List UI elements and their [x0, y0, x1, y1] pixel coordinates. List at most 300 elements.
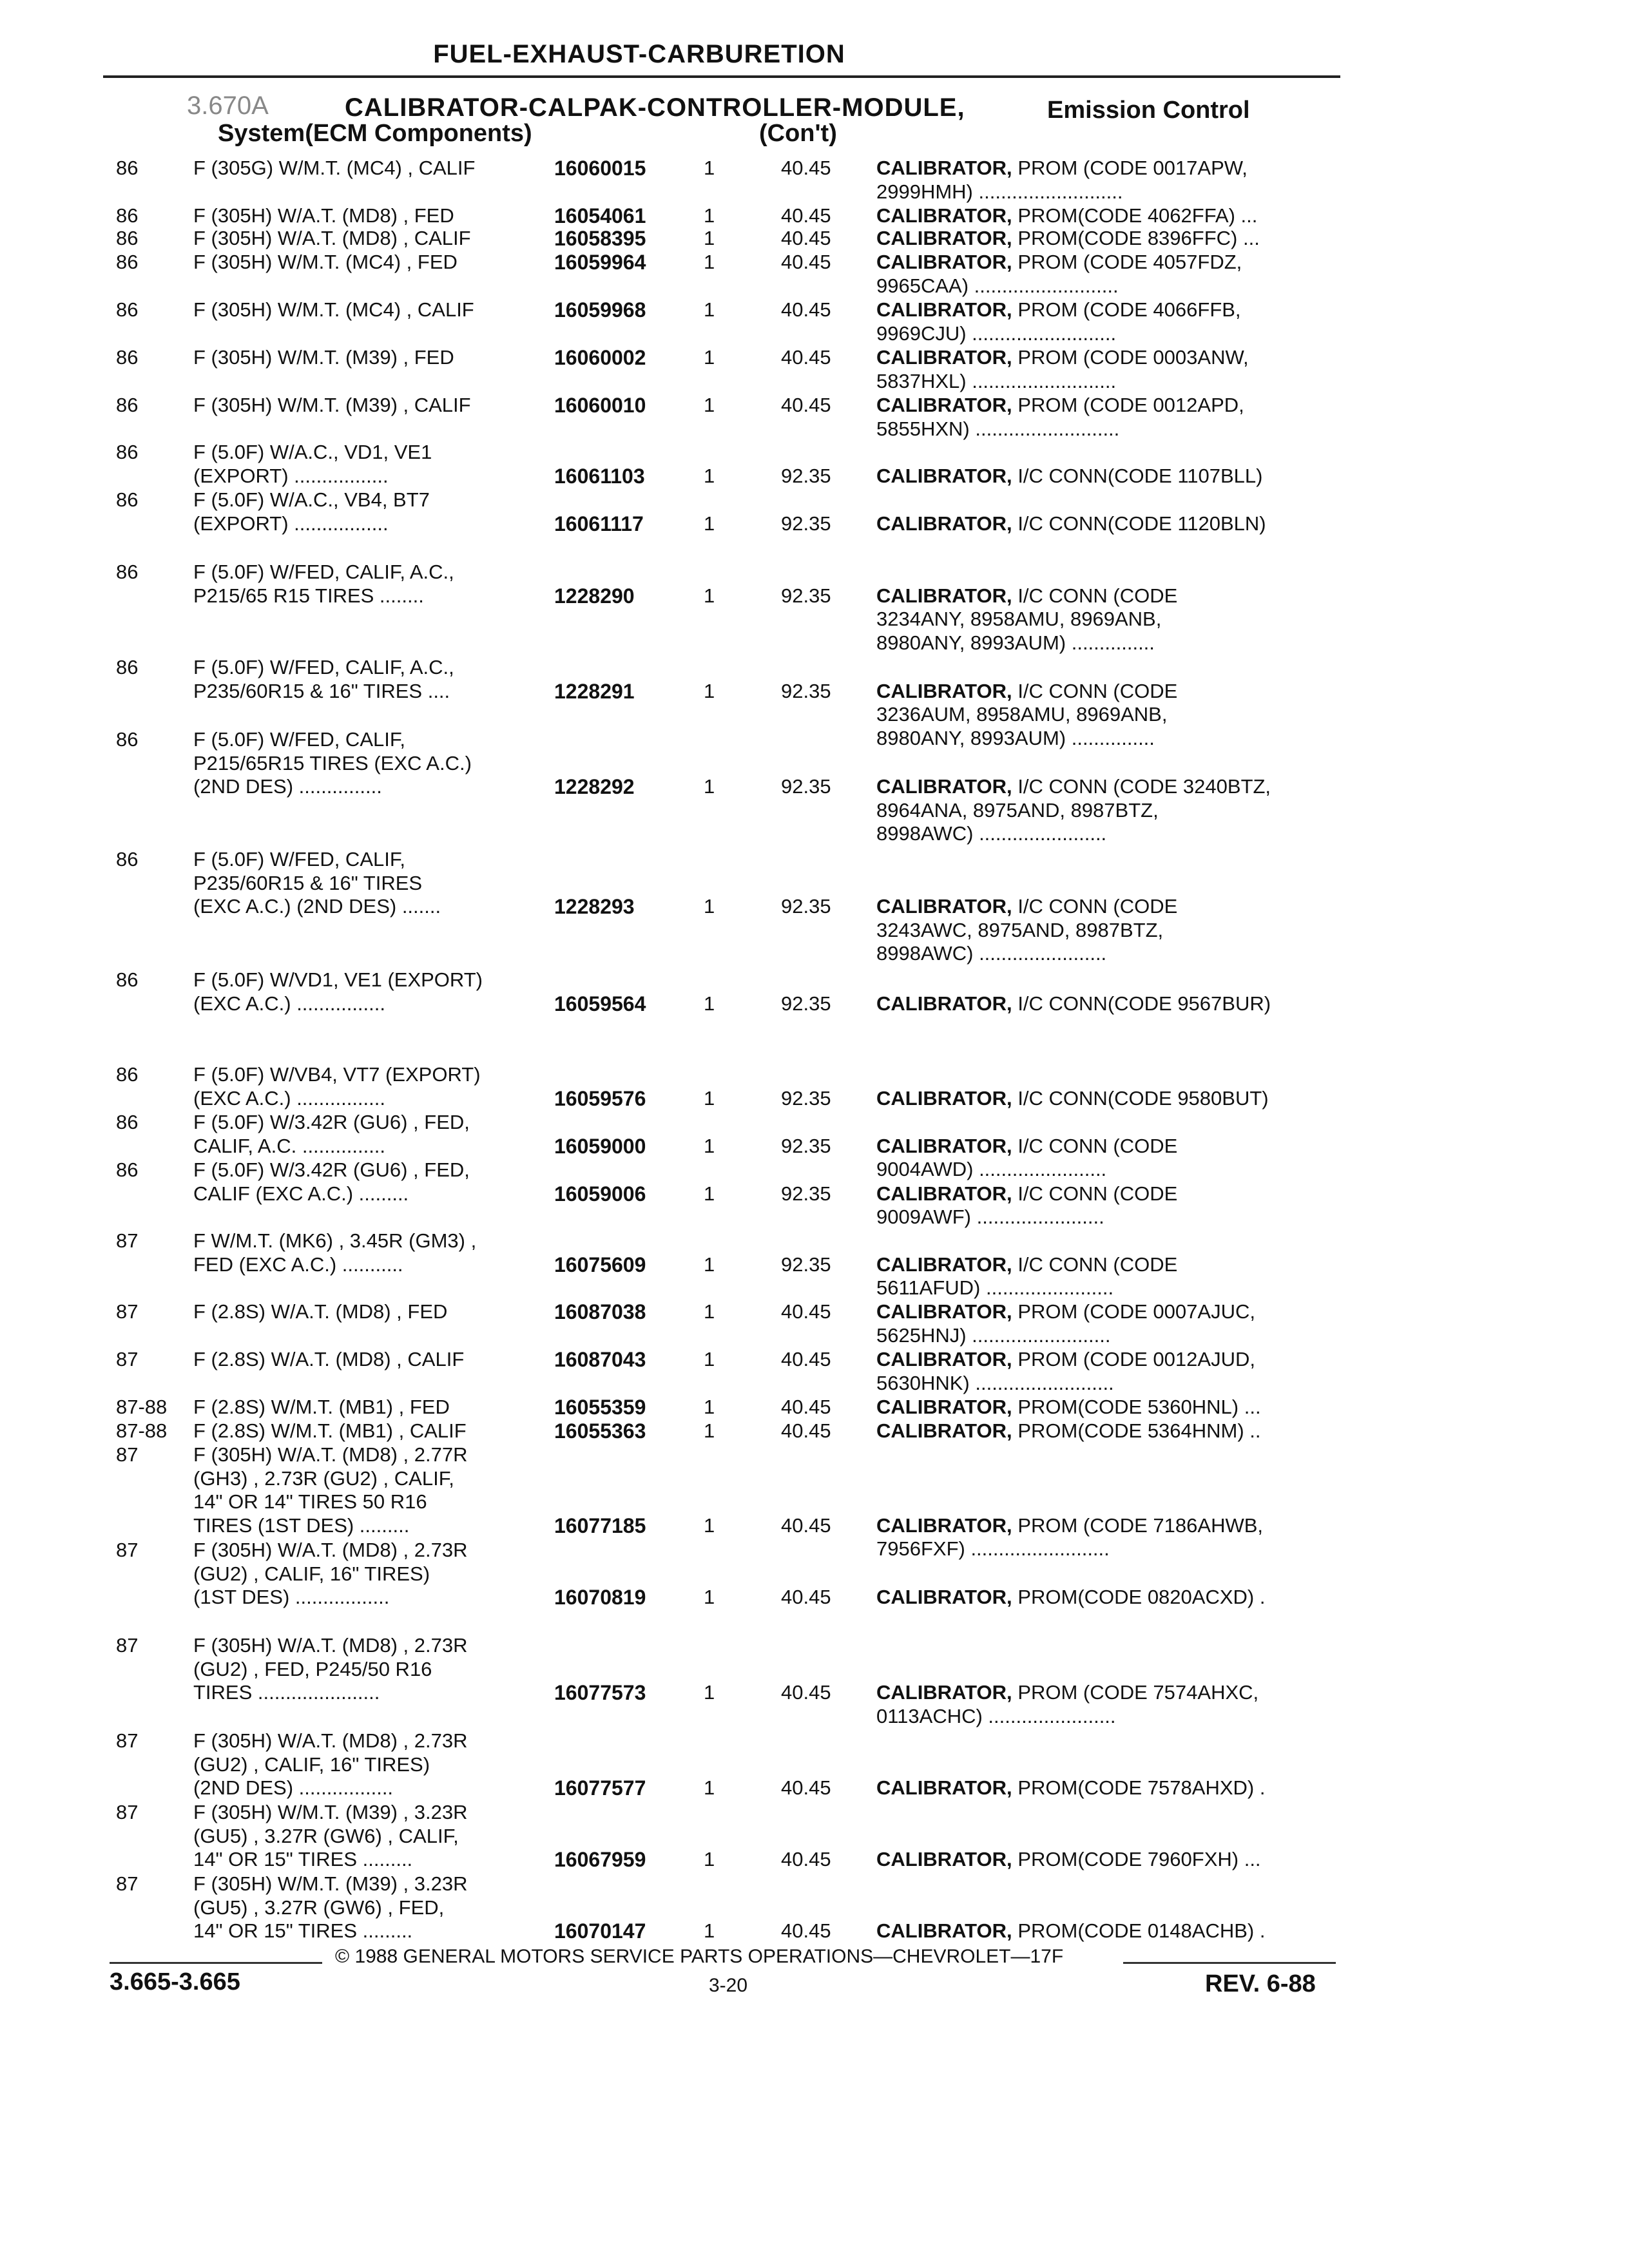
row-part-name: CALIBRATOR,	[876, 775, 1012, 798]
row-quantity: 1	[704, 1586, 715, 1609]
row-catalog-line: 9009AWF) .......................	[876, 1206, 1104, 1229]
row-description	[193, 1063, 554, 1110]
row-description-line: (EXC A.C.) ................	[193, 1086, 385, 1110]
page-title: FUEL-EXHAUST-CARBURETION	[433, 40, 845, 68]
row-part-number: 16060002	[554, 346, 646, 369]
row-quantity: 1	[704, 1182, 715, 1205]
row-price: 40.45	[781, 1681, 831, 1704]
row-catalog-description	[876, 1776, 1392, 1800]
row-part-name: CALIBRATOR,	[876, 157, 1012, 179]
row-year: 86	[116, 1111, 139, 1133]
row-quantity: 1	[704, 298, 715, 321]
row-description-line: P235/60R15 & 16" TIRES ....	[193, 679, 450, 702]
row-part-number: 16058395	[554, 227, 646, 250]
row-price: 92.35	[781, 992, 831, 1015]
row-catalog-text: PROM (CODE 7574AHXC,	[1017, 1681, 1259, 1704]
row-catalog-description	[876, 1348, 1392, 1395]
row-description-line: F (5.0F) W/3.42R (GU6) , FED,	[193, 1111, 470, 1133]
row-catalog-description	[876, 346, 1392, 393]
row-description-line: F (5.0F) W/FED, CALIF, A.C.,	[193, 561, 454, 583]
row-catalog-line	[876, 1087, 1392, 1111]
row-price: 40.45	[781, 251, 831, 273]
row-description-line: F (305H) W/M.T. (M39) , 3.23R	[193, 1872, 468, 1895]
row-part-number: 16087043	[554, 1348, 646, 1371]
row-part-name: CALIBRATOR,	[876, 512, 1012, 535]
row-description-line: (EXC A.C.) ................	[193, 992, 385, 1015]
row-catalog-line: 8980ANY, 8993AUM) ...............	[876, 726, 1155, 749]
row-description-line: (2ND DES) ...............	[193, 775, 382, 798]
row-year: 86	[116, 848, 139, 870]
row-description	[193, 1634, 554, 1705]
row-description	[193, 656, 554, 703]
row-catalog-description	[876, 1253, 1392, 1300]
row-year: 86	[116, 968, 139, 991]
row-price: 40.45	[781, 346, 831, 369]
row-year: 86	[116, 488, 139, 511]
row-catalog-text: I/C CONN (CODE	[1017, 1253, 1178, 1276]
row-catalog-line	[876, 298, 1392, 322]
row-price: 40.45	[781, 1586, 831, 1609]
row-price: 40.45	[781, 1848, 831, 1871]
row-year: 87-88	[116, 1396, 168, 1418]
row-catalog-line	[876, 1253, 1392, 1277]
row-part-name: CALIBRATOR,	[876, 1681, 1012, 1704]
row-description	[193, 728, 554, 799]
row-price: 92.35	[781, 512, 831, 535]
row-description	[193, 1419, 554, 1443]
row-description-line: (GU5) , 3.27R (GW6) , CALIF,	[193, 1824, 459, 1847]
row-quantity: 1	[704, 1134, 715, 1157]
row-description-line: F (5.0F) W/VD1, VE1 (EXPORT)	[193, 968, 483, 991]
row-catalog-description	[876, 584, 1392, 655]
row-description-line: (GH3) , 2.73R (GU2) , CALIF,	[193, 1466, 454, 1490]
row-catalog-line	[876, 394, 1392, 418]
row-quantity: 1	[704, 1919, 715, 1943]
row-description-line: F (305H) W/A.T. (MD8) , 2.73R	[193, 1634, 468, 1657]
row-price: 92.35	[781, 1086, 831, 1110]
row-catalog-description	[876, 1300, 1392, 1347]
row-catalog-text: PROM (CODE 0017APW,	[1017, 157, 1248, 179]
row-catalog-line: 5630HNK) .........................	[876, 1371, 1114, 1394]
row-price: 92.35	[781, 1182, 831, 1205]
row-catalog-line: 8998AWC) .......................	[876, 822, 1107, 845]
row-description-line: F (305H) W/M.T. (MC4) , FED	[193, 251, 458, 273]
row-price: 92.35	[781, 775, 831, 798]
row-catalog-line: 5625HNJ) .........................	[876, 1323, 1111, 1347]
row-part-number: 16061117	[554, 512, 644, 535]
row-year: 87	[116, 1729, 139, 1752]
row-year: 87	[116, 1229, 139, 1252]
row-catalog-text: I/C CONN (CODE	[1017, 1182, 1178, 1205]
row-price: 40.45	[781, 1919, 831, 1943]
row-year: 86	[116, 728, 139, 751]
row-part-name: CALIBRATOR,	[876, 464, 1012, 487]
row-description	[193, 488, 554, 535]
row-catalog-text: PROM (CODE 0003ANW,	[1017, 346, 1249, 369]
row-part-number: 16087038	[554, 1300, 646, 1323]
row-description-line: (GU5) , 3.27R (GW6) , FED,	[193, 1896, 445, 1919]
row-part-name: CALIBRATOR,	[876, 1086, 1012, 1110]
row-description-line: P215/65R15 TIRES (EXC A.C.)	[193, 751, 472, 774]
row-part-number: 16059964	[554, 251, 646, 274]
row-description	[193, 394, 554, 418]
row-description-line: F (2.8S) W/M.T. (MB1) , FED	[193, 1396, 450, 1418]
row-price: 40.45	[781, 1396, 831, 1418]
row-description	[193, 346, 554, 370]
footer-copyright: © 1988 GENERAL MOTORS SERVICE PARTS OPERATIONS—CHEVROLET—17F	[335, 1946, 1064, 1967]
footer-rule-right	[1123, 1962, 1336, 1964]
row-part-name: CALIBRATOR,	[876, 1182, 1012, 1205]
row-description-line: (GU2) , CALIF, 16" TIRES)	[193, 1562, 430, 1585]
row-part-number: 1228290	[554, 584, 635, 608]
row-part-number: 16067959	[554, 1848, 646, 1872]
row-part-number: 16061103	[554, 464, 645, 488]
row-quantity: 1	[704, 394, 715, 416]
row-catalog-description	[876, 512, 1392, 536]
row-year: 86	[116, 1158, 139, 1181]
row-catalog-line	[876, 895, 1392, 919]
row-catalog-line	[876, 1135, 1392, 1158]
row-year: 86	[116, 656, 139, 678]
row-catalog-text: PROM (CODE 0012APD,	[1017, 394, 1244, 416]
row-quantity: 1	[704, 1848, 715, 1871]
footer-revision: REV. 6-88	[1205, 1970, 1316, 1997]
row-description-line: F (305G) W/M.T. (MC4) , CALIF	[193, 157, 476, 179]
row-quantity: 1	[704, 1776, 715, 1800]
row-description-line: F (5.0F) W/3.42R (GU6) , FED,	[193, 1158, 470, 1181]
row-part-number: 16075609	[554, 1253, 646, 1276]
row-year: 86	[116, 298, 139, 321]
row-description-line: F (305H) W/A.T. (MD8) , 2.77R	[193, 1443, 468, 1466]
row-description-line: (EXPORT) .................	[193, 512, 389, 535]
row-catalog-line	[876, 1348, 1392, 1372]
row-catalog-text: PROM(CODE 0820ACXD) .	[1017, 1586, 1266, 1609]
row-quantity: 1	[704, 227, 715, 249]
row-description-line: F (5.0F) W/FED, CALIF, A.C.,	[193, 656, 454, 678]
row-part-name: CALIBRATOR,	[876, 895, 1012, 918]
row-quantity: 1	[704, 1300, 715, 1323]
row-catalog-line	[876, 992, 1392, 1016]
row-quantity: 1	[704, 1419, 715, 1442]
row-catalog-description	[876, 992, 1392, 1016]
row-description-line: (EXC A.C.) (2ND DES) .......	[193, 895, 441, 918]
row-part-number: 16059006	[554, 1182, 646, 1206]
row-price: 92.35	[781, 895, 831, 918]
row-description-line: F (305H) W/A.T. (MD8) , 2.73R	[193, 1539, 468, 1561]
row-catalog-text: I/C CONN (CODE	[1017, 1134, 1178, 1157]
row-catalog-description	[876, 1586, 1392, 1610]
footer-range: 3.665-3.665	[110, 1968, 240, 1995]
row-year: 87	[116, 1443, 139, 1466]
row-part-number: 16059968	[554, 298, 646, 322]
row-description-line: F (305H) W/A.T. (MD8) , 2.73R	[193, 1729, 468, 1752]
row-part-name: CALIBRATOR,	[876, 298, 1012, 321]
row-part-number: 16059564	[554, 992, 646, 1015]
row-description	[193, 1539, 554, 1610]
row-description-line: F (305H) W/M.T. (MC4) , CALIF	[193, 298, 474, 321]
row-price: 40.45	[781, 1776, 831, 1800]
row-part-number: 16060010	[554, 394, 646, 417]
row-catalog-line	[876, 1514, 1392, 1538]
section-title-secondary: Emission Control	[1047, 97, 1250, 124]
row-description-line: F (5.0F) W/A.C., VD1, VE1	[193, 441, 432, 463]
row-quantity: 1	[704, 679, 715, 702]
row-description	[193, 1348, 554, 1372]
row-part-number: 1228293	[554, 895, 635, 919]
row-catalog-text: PROM(CODE 5364HNM) ..	[1017, 1419, 1261, 1442]
row-catalog-text: I/C CONN(CODE 9567BUR)	[1017, 992, 1271, 1015]
row-catalog-text: PROM (CODE 0007AJUC,	[1017, 1300, 1255, 1323]
row-part-name: CALIBRATOR,	[876, 1253, 1012, 1276]
row-catalog-line	[876, 1586, 1392, 1610]
row-description	[193, 1801, 554, 1872]
row-catalog-description	[876, 394, 1392, 441]
row-catalog-line: 3243AWC, 8975AND, 8987BTZ,	[876, 918, 1164, 941]
row-catalog-line: 8998AWC) .......................	[876, 942, 1107, 965]
row-catalog-line	[876, 1919, 1392, 1943]
row-price: 92.35	[781, 584, 831, 607]
row-part-name: CALIBRATOR,	[876, 1419, 1012, 1442]
row-catalog-text: PROM(CODE 7960FXH) ...	[1017, 1848, 1261, 1871]
row-description-line: F (2.8S) W/A.T. (MD8) , CALIF	[193, 1348, 465, 1370]
row-quantity: 1	[704, 204, 715, 227]
row-description	[193, 1729, 554, 1800]
footer-page-number: 3-20	[709, 1975, 748, 1996]
row-catalog-line	[876, 227, 1392, 251]
row-description	[193, 1229, 554, 1276]
row-catalog-line	[876, 251, 1392, 274]
row-description-line: F (2.8S) W/A.T. (MD8) , FED	[193, 1300, 448, 1323]
row-description-line: 14" OR 14" TIRES 50 R16	[193, 1490, 427, 1514]
row-catalog-line	[876, 775, 1392, 799]
row-catalog-text: I/C CONN (CODE	[1017, 679, 1178, 702]
row-catalog-description	[876, 1087, 1392, 1111]
row-part-name: CALIBRATOR,	[876, 1848, 1012, 1871]
row-catalog-text: I/C CONN (CODE	[1017, 584, 1178, 607]
row-description-line: CALIF (EXC A.C.) .........	[193, 1182, 409, 1205]
row-catalog-line: 3236AUM, 8958AMU, 8969ANB,	[876, 703, 1168, 726]
row-part-number: 1228291	[554, 679, 635, 703]
row-description-line: F (2.8S) W/M.T. (MB1) , CALIF	[193, 1419, 467, 1442]
row-year: 86	[116, 561, 139, 583]
row-part-number: 16054061	[554, 204, 646, 227]
row-description-line: CALIF, A.C. ...............	[193, 1134, 386, 1157]
row-part-number: 16059000	[554, 1134, 646, 1158]
row-part-name: CALIBRATOR,	[876, 1586, 1012, 1609]
row-part-name: CALIBRATOR,	[876, 1514, 1012, 1537]
row-year: 86	[116, 157, 139, 179]
row-description-line: P235/60R15 & 16" TIRES	[193, 871, 423, 894]
row-catalog-description	[876, 1182, 1392, 1229]
row-description-line: (GU2) , FED, P245/50 R16	[193, 1657, 432, 1680]
row-description-line: F W/M.T. (MK6) , 3.45R (GM3) ,	[193, 1229, 477, 1252]
row-description	[193, 848, 554, 919]
row-catalog-line: 8980ANY, 8993AUM) ...............	[876, 631, 1155, 654]
row-catalog-text: PROM (CODE 4057FDZ,	[1017, 251, 1242, 273]
row-year: 87	[116, 1348, 139, 1370]
row-year: 86	[116, 346, 139, 369]
row-price: 92.35	[781, 1253, 831, 1276]
row-description	[193, 968, 554, 1015]
row-catalog-line: 8964ANA, 8975AND, 8987BTZ,	[876, 798, 1159, 822]
row-quantity: 1	[704, 1086, 715, 1110]
row-catalog-description	[876, 1419, 1392, 1443]
row-catalog-text: PROM (CODE 0012AJUD,	[1017, 1348, 1255, 1370]
row-description-line: F (305H) W/A.T. (MD8) , FED	[193, 204, 454, 227]
row-year: 86	[116, 251, 139, 273]
row-catalog-text: I/C CONN (CODE 3240BTZ,	[1017, 775, 1271, 798]
row-year: 86	[116, 394, 139, 416]
row-catalog-line: 0113ACHC) .......................	[876, 1704, 1116, 1727]
row-description-line: FED (EXC A.C.) ...........	[193, 1253, 403, 1276]
row-catalog-description	[876, 204, 1392, 228]
row-description	[193, 1872, 554, 1943]
row-catalog-text: PROM(CODE 0148ACHB) .	[1017, 1919, 1266, 1943]
row-catalog-line: 9965CAA) ..........................	[876, 274, 1119, 297]
row-year: 87	[116, 1634, 139, 1657]
row-part-name: CALIBRATOR,	[876, 227, 1012, 249]
row-catalog-line	[876, 1419, 1392, 1443]
row-catalog-line: 9969CJU) ..........................	[876, 322, 1117, 345]
row-description	[193, 441, 554, 488]
row-catalog-text: PROM(CODE 8396FFC) ...	[1017, 227, 1260, 249]
row-description-line: (GU2) , CALIF, 16" TIRES)	[193, 1753, 430, 1776]
row-part-name: CALIBRATOR,	[876, 1919, 1012, 1943]
row-catalog-line	[876, 1681, 1392, 1705]
row-price: 92.35	[781, 679, 831, 702]
row-price: 92.35	[781, 1134, 831, 1157]
row-quantity: 1	[704, 1514, 715, 1537]
row-catalog-line	[876, 1396, 1392, 1419]
row-year: 87	[116, 1801, 139, 1823]
header-rule	[103, 75, 1340, 78]
row-description-line: TIRES (1ST DES) .........	[193, 1514, 410, 1537]
row-part-name: CALIBRATOR,	[876, 394, 1012, 416]
row-catalog-line	[876, 204, 1392, 228]
row-catalog-text: PROM(CODE 7578AHXD) .	[1017, 1776, 1266, 1800]
row-price: 92.35	[781, 464, 831, 487]
row-catalog-text: PROM(CODE 5360HNL) ...	[1017, 1396, 1261, 1418]
row-price: 40.45	[781, 1514, 831, 1537]
row-catalog-line	[876, 1848, 1392, 1872]
row-quantity: 1	[704, 584, 715, 607]
row-catalog-line	[876, 157, 1392, 180]
row-catalog-description	[876, 895, 1392, 966]
row-quantity: 1	[704, 512, 715, 535]
row-part-number: 16055363	[554, 1419, 646, 1443]
row-catalog-description	[876, 298, 1392, 345]
row-quantity: 1	[704, 157, 715, 179]
row-catalog-line: 7956FXF) .........................	[876, 1537, 1110, 1561]
row-part-name: CALIBRATOR,	[876, 992, 1012, 1015]
row-catalog-text: PROM (CODE 4066FFB,	[1017, 298, 1241, 321]
row-description	[193, 1300, 554, 1324]
row-description-line: TIRES ......................	[193, 1681, 380, 1704]
row-description-line: F (5.0F) W/VB4, VT7 (EXPORT)	[193, 1063, 481, 1086]
row-year: 86	[116, 227, 139, 249]
row-part-name: CALIBRATOR,	[876, 251, 1012, 273]
row-year: 87	[116, 1300, 139, 1323]
row-quantity: 1	[704, 464, 715, 487]
row-catalog-description	[876, 680, 1392, 751]
row-description-line: F (305H) W/M.T. (M39) , FED	[193, 346, 454, 369]
row-price: 40.45	[781, 157, 831, 179]
row-year: 86	[116, 204, 139, 227]
row-description-line: (EXPORT) .................	[193, 464, 389, 487]
row-catalog-text: I/C CONN(CODE 1120BLN)	[1017, 512, 1266, 535]
row-description	[193, 251, 554, 274]
row-description-line: F (5.0F) W/FED, CALIF,	[193, 848, 405, 870]
row-description	[193, 227, 554, 251]
row-catalog-line	[876, 1776, 1392, 1800]
row-price: 40.45	[781, 227, 831, 249]
row-description	[193, 1443, 554, 1537]
row-price: 40.45	[781, 1348, 831, 1370]
row-part-name: CALIBRATOR,	[876, 1134, 1012, 1157]
row-year: 86	[116, 1063, 139, 1086]
row-part-name: CALIBRATOR,	[876, 346, 1012, 369]
row-catalog-description	[876, 251, 1392, 298]
row-description-line: (2ND DES) .................	[193, 1776, 394, 1800]
row-catalog-line	[876, 346, 1392, 370]
row-part-number: 16077185	[554, 1514, 646, 1537]
row-quantity: 1	[704, 1396, 715, 1418]
row-year: 87	[116, 1539, 139, 1561]
section-title: CALIBRATOR-CALPAK-CONTROLLER-MODULE,	[345, 93, 965, 122]
row-description	[193, 298, 554, 322]
row-catalog-text: I/C CONN (CODE	[1017, 895, 1178, 918]
row-part-number: 16060015	[554, 157, 646, 180]
row-part-name: CALIBRATOR,	[876, 1300, 1012, 1323]
row-quantity: 1	[704, 895, 715, 918]
row-catalog-line: 3234ANY, 8958AMU, 8969ANB,	[876, 608, 1162, 631]
row-catalog-line	[876, 680, 1392, 704]
row-year: 86	[116, 441, 139, 463]
row-catalog-text: PROM(CODE 4062FFA) ...	[1017, 204, 1258, 227]
row-catalog-line: 5837HXL) ..........................	[876, 369, 1117, 392]
row-catalog-line: 5855HXN) ..........................	[876, 417, 1120, 440]
row-catalog-description	[876, 1681, 1392, 1728]
row-catalog-description	[876, 1514, 1392, 1561]
row-description	[193, 1396, 554, 1419]
row-catalog-description	[876, 1396, 1392, 1419]
row-part-number: 16059576	[554, 1086, 646, 1110]
row-price: 40.45	[781, 298, 831, 321]
row-description	[193, 1158, 554, 1206]
row-part-number: 16070147	[554, 1919, 646, 1943]
row-quantity: 1	[704, 992, 715, 1015]
row-part-number: 1228292	[554, 775, 635, 799]
row-catalog-line: 9004AWD) .......................	[876, 1158, 1107, 1181]
row-part-number: 16077577	[554, 1776, 646, 1800]
row-quantity: 1	[704, 1253, 715, 1276]
row-description-line: F (305H) W/A.T. (MD8) , CALIF	[193, 227, 471, 249]
row-catalog-line	[876, 512, 1392, 536]
row-description-line: F (305H) W/M.T. (M39) , 3.23R	[193, 1801, 468, 1823]
row-catalog-description	[876, 1135, 1392, 1182]
row-description-line: 14" OR 15" TIRES .........	[193, 1848, 413, 1871]
row-catalog-text: I/C CONN(CODE 1107BLL)	[1017, 464, 1263, 487]
row-part-number: 16070819	[554, 1586, 646, 1610]
row-part-name: CALIBRATOR,	[876, 679, 1012, 702]
row-catalog-line	[876, 1300, 1392, 1324]
row-part-number: 16077573	[554, 1681, 646, 1705]
row-catalog-description	[876, 775, 1392, 846]
row-description-line: F (305H) W/M.T. (M39) , CALIF	[193, 394, 471, 416]
row-catalog-description	[876, 227, 1392, 251]
row-price: 40.45	[781, 1300, 831, 1323]
row-description-line: F (5.0F) W/FED, CALIF,	[193, 728, 405, 751]
